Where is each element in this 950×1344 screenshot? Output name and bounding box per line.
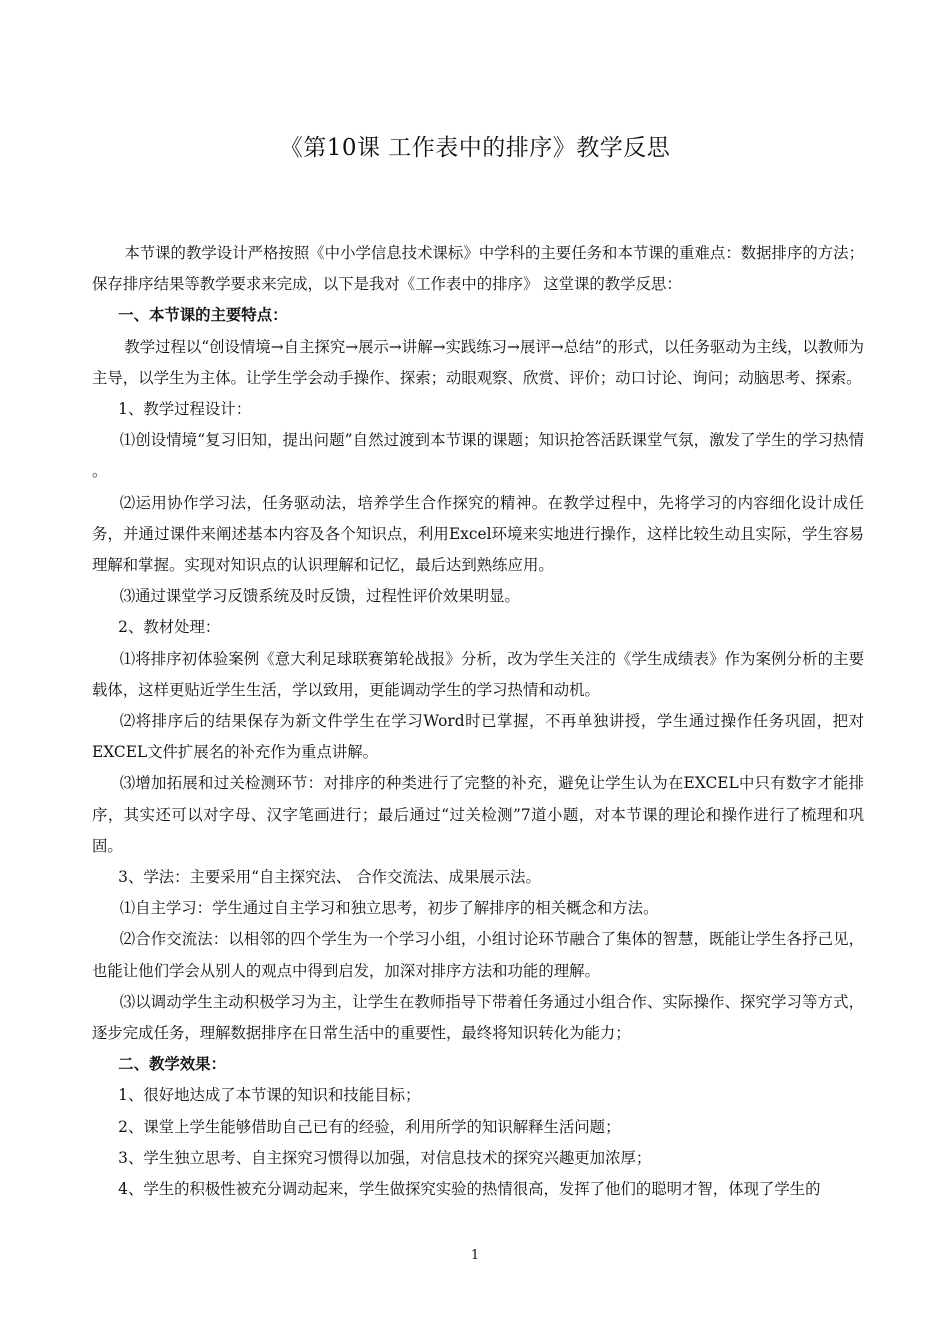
- effects-item-4: 4、学生的积极性被充分调动起来，学生做探究实验的热情很高，发挥了他们的聪明才智，体现了学生的: [118, 1180, 821, 1199]
- section-heading-features: 一、本节课的主要特点：: [118, 306, 288, 325]
- methods-item-1: ⑴自主学习：学生通过自主学习和独立思考，初步了解排序的相关概念和方法。: [119, 899, 659, 918]
- materials-item-1: ⑴将排序初体验案例《意大利足球联赛第轮战报》分析，改为学生关注的《学生成绩表》作为案例分析的主要载体，这样更贴近学生生活，学以致用，更能调动学生的学习热情和动机。: [92, 649, 864, 699]
- subheading-materials: 2、教材处理：: [118, 618, 221, 637]
- page-number: 1: [470, 1248, 480, 1263]
- document-title: 《第10课 工作表中的排序》教学反思: [279, 135, 671, 161]
- effects-item-1: 1、很好地达成了本节课的知识和技能目标；: [118, 1086, 421, 1105]
- effects-item-3: 3、学生独立思考、自主探究习惯得以加强，对信息技术的探究兴趣更加浓厚；: [118, 1148, 652, 1167]
- process-item-1: ⑴创设情境“复习旧知，提出问题”自然过渡到本节课的课题；知识抢答活跃课堂气氛，激发了学生的学习热情 。: [92, 431, 864, 481]
- effects-item-2: 2、课堂上学生能够借助自己已有的经验，利用所学的知识解释生活问题；: [118, 1117, 621, 1136]
- features-paragraph: 教学过程以“创设情境→自主探究→展示→讲解→实践练习→展评→总结”的形式，以任务驱动为主线，以教师为主导，以学生为主体。让学生学会动手操作、探索；动眼观察、欣赏、评价；动口讨论、询问；动脑思考、探索。: [92, 337, 864, 387]
- section-heading-effects: 二、教学效果：: [118, 1055, 226, 1074]
- process-item-2: ⑵运用协作学习法，任务驱动法，培养学生合作探究的精神。在教学过程中，先将学习的内容细化设计成任务，并通过课件来阐述基本内容及各个知识点，利用Excel环境来实地进行操作，这样比较生动且实际，学生容易理解和掌握。实现对知识点的认识理解和记忆，最后达到熟练应用。: [92, 493, 864, 575]
- subheading-process-design: 1、教学过程设计：: [118, 400, 252, 419]
- materials-item-2: ⑵将排序后的结果保存为新文件学生在学习Word时已掌握，不再单独讲授，学生通过操作任务巩固，把对EXCEL文件扩展名的补充作为重点讲解。: [92, 712, 864, 762]
- intro-paragraph: 本节课的教学设计严格按照《中小学信息技术课标》中学科的主要任务和本节课的重难点：数据排序的方法；保存排序结果等教学要求来完成，以下是我对《工作表中的排序》 这堂课的教学反思：: [92, 244, 864, 294]
- methods-item-3: ⑶以调动学生主动积极学习为主，让学生在教师指导下带着任务通过小组合作、实际操作、探究学习等方式，逐步完成任务，理解数据排序在日常生活中的重要性，最终将知识转化为能力；: [92, 992, 864, 1043]
- process-item-3: ⑶通过课堂学习反馈系统及时反馈，过程性评价效果明显。: [119, 587, 520, 606]
- methods-item-2: ⑵合作交流法：以相邻的四个学生为一个学习小组，小组讨论环节融合了集体的智慧，既能让学生各抒己见，也能让他们学会从别人的观点中得到启发，加深对排序方法和功能的理解。: [92, 930, 864, 980]
- document-body: [92, 238, 864, 1205]
- materials-item-3: ⑶增加拓展和过关检测环节：对排序的种类进行了完整的补充，避免让学生认为在EXCEL中只有数字才能排序，其实还可以对字母、汉字笔画进行；最后通过“过关检测”7道小题，对本节课的理论和操作进行了梳理和巩固。: [92, 774, 864, 855]
- subheading-methods: 3、学法：主要采用“自主探究法、 合作交流法、成果展示法。: [118, 868, 541, 887]
